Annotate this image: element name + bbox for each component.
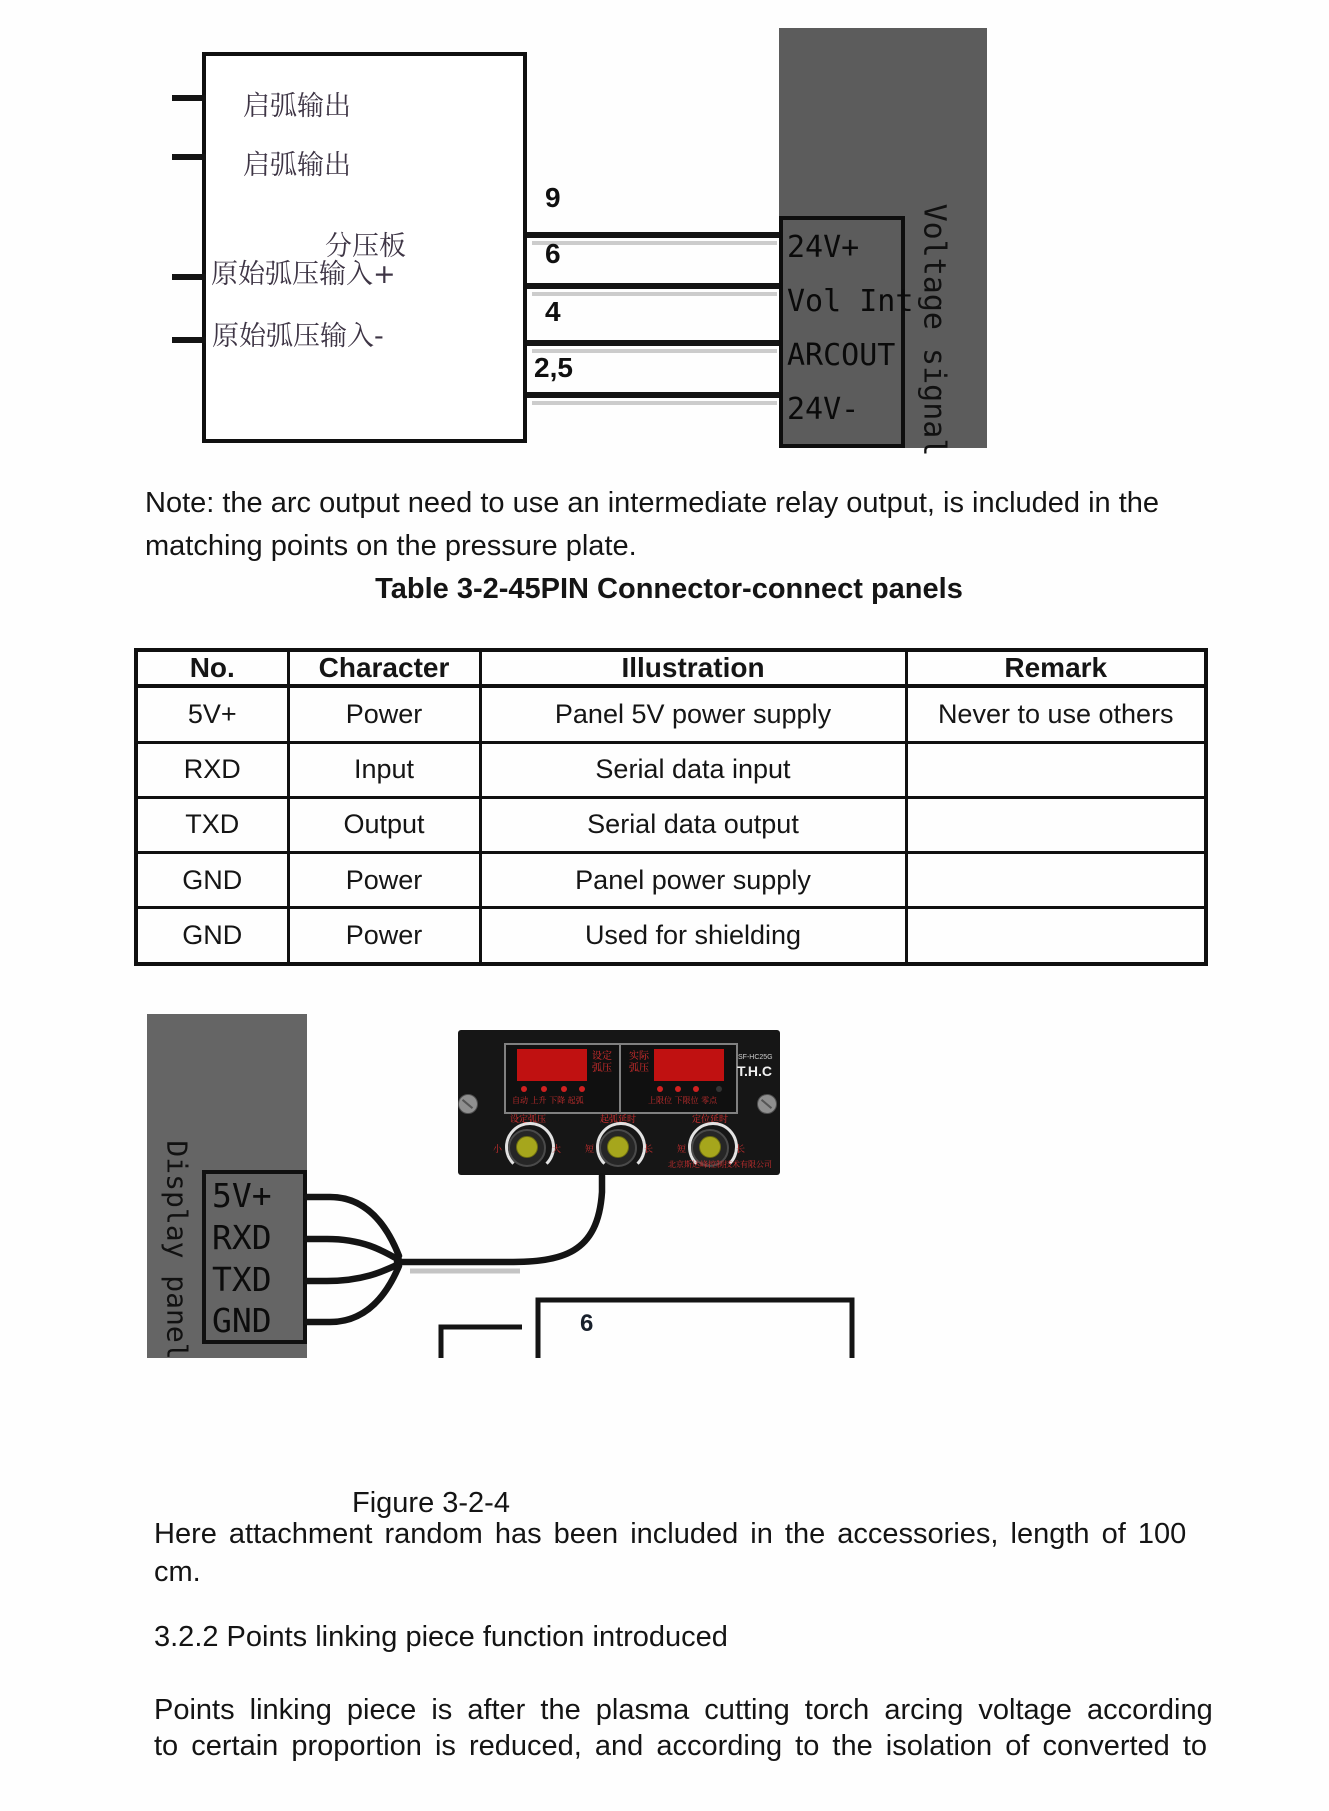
paragraph-line-1: Points linking piece is after the plasma cutting torch arcing voltage according [154, 1694, 1213, 1726]
table-row [136, 797, 1206, 852]
paragraph-line-2: to certain proportion is reduced, and according to the isolation of converted to [154, 1730, 1208, 1762]
partial-bracket-outline [441, 1327, 522, 1358]
terminal-arcout: ARCOUT [787, 338, 896, 373]
thc-left-display-label-1: 设定 [592, 1051, 612, 1062]
cell-remark [906, 853, 1206, 908]
wire-gnd [307, 1266, 399, 1322]
pin-number-6: 6 [545, 238, 561, 269]
display-panel-vertical-label: Display panel [160, 1140, 194, 1360]
pin-number-25: 2,5 [534, 352, 573, 383]
cell-remark [906, 742, 1206, 797]
wire-5v [307, 1197, 399, 1256]
note-line-1: Note: the arc output need to use an intermediate relay output, is included in the [145, 487, 1160, 519]
cell-character: Output [288, 797, 480, 852]
header-remark: Remark [906, 650, 1206, 686]
table-row [136, 686, 1206, 742]
pin-number-4: 4 [545, 296, 561, 327]
wire-shadow-1 [532, 241, 777, 245]
knob-mark-min: 短 [677, 1145, 687, 1155]
knob-mark-max: 长 [644, 1145, 654, 1155]
thc-right-display-label-1: 实际 [629, 1051, 649, 1062]
wire-pin25 [527, 392, 779, 398]
label-divider-board: 分压板 [325, 231, 406, 262]
thc-company-text: 北京斯达峰控制技术有限公司 [668, 1160, 772, 1169]
left-stub-1 [172, 95, 206, 101]
wire-rxd [307, 1239, 399, 1260]
wire-shadow-4 [532, 401, 777, 405]
label-raw-arc-input-pos: 原始弧压输入+ [211, 259, 396, 290]
cell-no: TXD [136, 797, 288, 852]
cell-remark [906, 797, 1206, 852]
voltage-signal-vertical-label: Voltage signal [916, 203, 952, 457]
knob-label-1: 设定弧压 [509, 1115, 546, 1125]
wire-pin6 [527, 283, 779, 289]
knob-label-3: 定位延时 [691, 1115, 728, 1125]
cell-no: 5V+ [136, 686, 288, 742]
figure-wires [0, 1000, 1329, 1420]
terminal-24v-minus: 24V- [787, 392, 860, 427]
cell-illustration: Used for shielding [480, 908, 906, 964]
pin-5v: 5V+ [212, 1176, 272, 1215]
cell-character: Input [288, 742, 480, 797]
note-line-2: matching points on the pressure plate. [145, 530, 637, 562]
cell-no: GND [136, 853, 288, 908]
cell-no: GND [136, 908, 288, 964]
label-arc-output-2: 启弧输出 [243, 150, 351, 181]
caption-line-1: Here attachment random has been included in the accessories, length of 100 [154, 1518, 1187, 1550]
figure-pin-number-6: 6 [580, 1310, 594, 1337]
cell-illustration: Serial data output [480, 797, 906, 852]
figure-caption: Figure 3-2-4 [352, 1487, 510, 1519]
cell-remark [906, 908, 1206, 964]
cell-no: RXD [136, 742, 288, 797]
table-row [136, 853, 1206, 908]
cell-character: Power [288, 853, 480, 908]
cell-character: Power [288, 686, 480, 742]
label-arc-output-1: 启弧输出 [243, 91, 351, 122]
terminal-24v-plus: 24V+ [787, 230, 860, 265]
thc-left-display-label-2: 弧压 [592, 1063, 612, 1074]
cell-illustration: Panel 5V power supply [480, 686, 906, 742]
thc-right-led-labels: 上限位 下限位 零点 [648, 1096, 718, 1105]
knob-mark-min: 短 [585, 1145, 595, 1155]
header-no: No. [136, 650, 288, 686]
knob-mark-min: 小 [493, 1145, 503, 1155]
wire-txd [307, 1264, 399, 1281]
wire-pin4 [527, 340, 779, 346]
terminal-vol-int: Vol Int [787, 284, 914, 319]
table-title: Table 3-2-45PIN Connector-connect panels [375, 573, 963, 605]
left-stub-3 [172, 274, 206, 280]
label-raw-arc-input-neg: 原始弧压输入- [212, 321, 384, 352]
pin-gnd: GND [212, 1301, 272, 1340]
section-heading: 3.2.2 Points linking piece function introduced [154, 1621, 728, 1653]
thc-name-text: T.H.C [737, 1063, 772, 1079]
pin-number-9: 9 [545, 182, 561, 213]
wire-pin9 [527, 232, 779, 238]
left-stub-2 [172, 154, 206, 160]
cell-character: Power [288, 908, 480, 964]
cell-illustration: Panel power supply [480, 853, 906, 908]
cell-remark: Never to use others [906, 686, 1206, 742]
table-header-row [136, 650, 1206, 686]
wire-shadow-2 [532, 292, 777, 296]
pin-rxd: RXD [212, 1218, 272, 1257]
wire-bundle [397, 1176, 602, 1262]
cell-illustration: Serial data input [480, 742, 906, 797]
header-illustration: Illustration [480, 650, 906, 686]
table-row [136, 742, 1206, 797]
connector-table [134, 648, 1204, 966]
header-character: Character [288, 650, 480, 686]
thc-model-text: SF-HC25G [738, 1054, 773, 1061]
knob-mark-max: 长 [736, 1145, 746, 1155]
thc-left-led-labels: 自动 上升 下降 起弧 [512, 1096, 584, 1105]
table-row [136, 908, 1206, 964]
pin-txd: TXD [212, 1260, 272, 1299]
caption-line-2: cm. [154, 1556, 201, 1588]
thc-right-display-label-2: 弧压 [629, 1063, 649, 1074]
knob-mark-max: 大 [552, 1145, 562, 1155]
knob-label-2: 起弧延时 [599, 1115, 636, 1125]
left-stub-4 [172, 337, 206, 343]
